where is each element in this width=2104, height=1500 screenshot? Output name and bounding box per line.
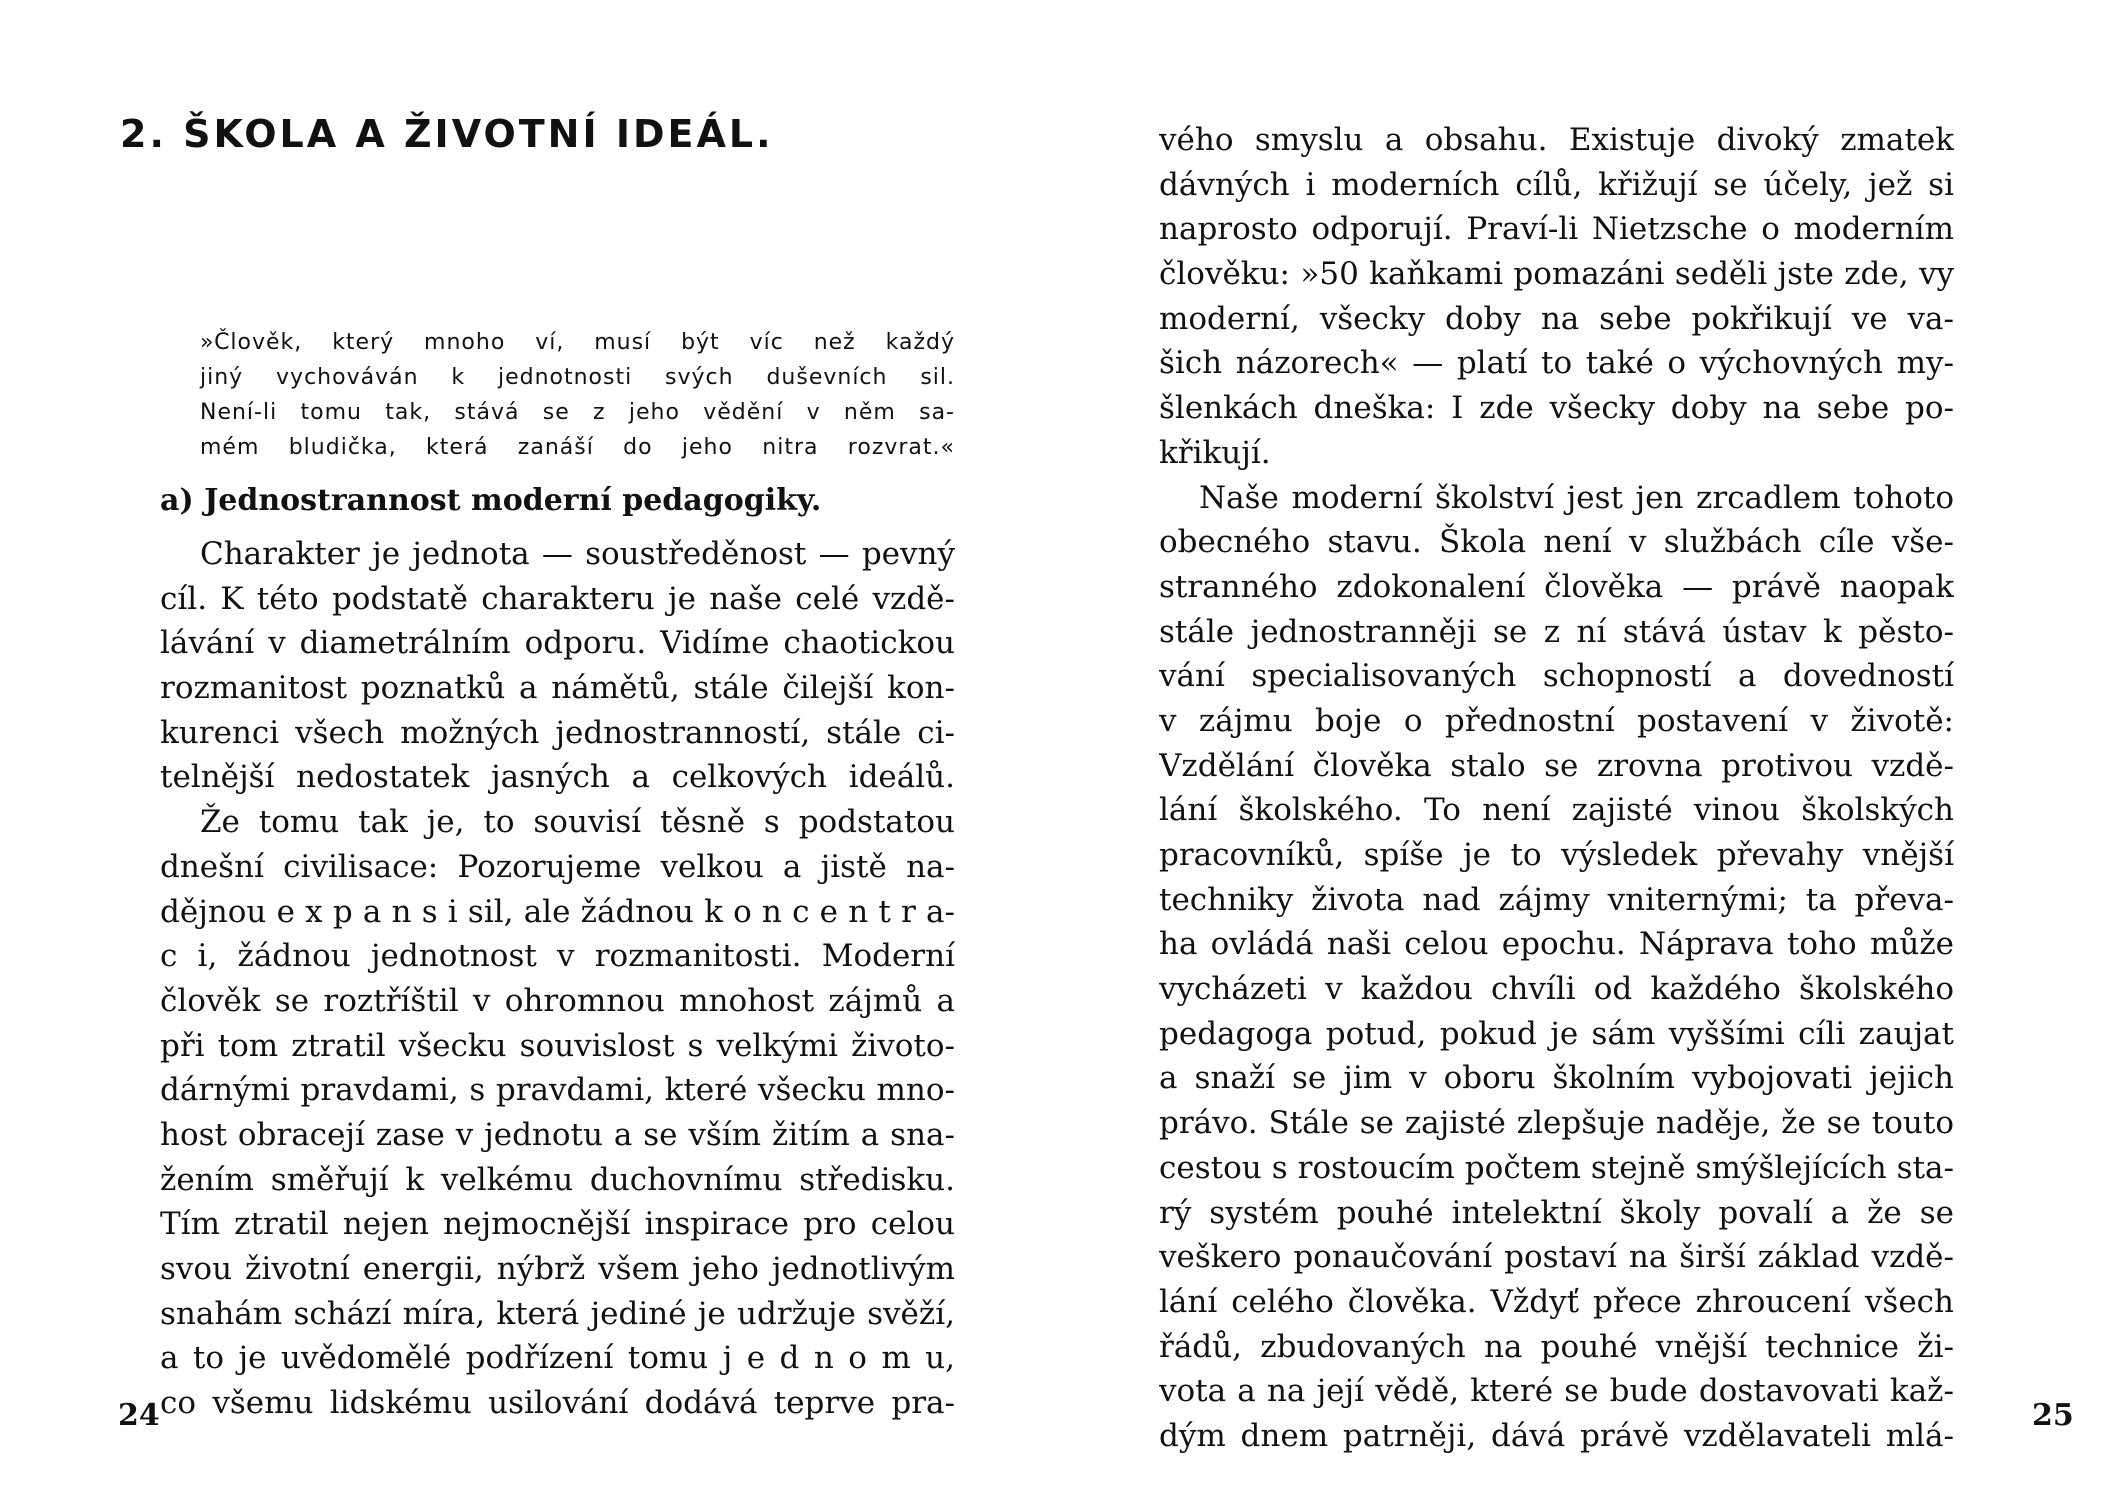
text-line: člověku: »50 kaňkami pomazáni seděli jste zde, vy <box>1159 256 1954 293</box>
epigraph-line: jiný vychováván k jednotnosti svých duševních sil. <box>200 365 955 390</box>
text-line: lání celého člověka. Vždyť přece zhroucení všech <box>1159 1283 1954 1320</box>
text-line: stranného zdokonalení člověka — právě naopak <box>1159 568 1954 605</box>
text-line: dávných i moderních cílů, křižují se účely, jež si <box>1159 166 1954 203</box>
text-line: Tím ztratil nejen nejmocnější inspirace pro celou <box>160 1206 955 1243</box>
text-line: pracovníků, spíše je to výsledek převahy vnější <box>1159 837 1954 873</box>
text-line: lání školského. To není zajisté vinou školských <box>1159 792 1954 829</box>
text-line: co všemu lidskému usilování dodává teprve pra- <box>160 1385 955 1422</box>
text-line: při tom ztratil všecku souvislost s velkými životo- <box>160 1027 955 1064</box>
text-line: host obracejí zase v jednotu a se vším žitím a sna- <box>160 1116 955 1153</box>
text-line: a to je uvědomělé podřízení tomu j e d n o m u, <box>160 1340 955 1377</box>
text-line: Charakter je jednota — soustředěnost — pevný <box>200 536 955 572</box>
text-line: a snaží se jim v oboru školním vybojovati jejich <box>1159 1060 1954 1097</box>
chapter-title: 2. ŠKOLA A ŽIVOTNÍ IDEÁL. <box>120 112 774 156</box>
text-line: Že tomu tak je, to souvisí těsně s podstatou <box>200 804 955 841</box>
epigraph-line: mém bludička, která zanáší do jeho nitra rozvrat.« <box>200 435 955 460</box>
text-line: vého smyslu a obsahu. Existuje divoký zmatek <box>1159 122 1954 158</box>
text-line: cíl. K této podstatě charakteru je naše celé vzdě- <box>160 580 955 617</box>
text-line: veškero ponaučování postaví na širší základ vzdě- <box>1159 1239 1954 1276</box>
text-line: žením směřují k velkému duchovnímu středisku. <box>160 1161 955 1198</box>
text-line: stále jednostranněji se z ní stává ústav k pěsto- <box>1159 613 1954 650</box>
page-number: 24 <box>118 1398 160 1433</box>
text-line: naprosto odporují. Praví-li Nietzsche o moderním <box>1159 211 1954 248</box>
text-line: dým dnem patrněji, dává právě vzdělavateli mlá- <box>1159 1417 1954 1454</box>
text-line: dnešní civilisace: Pozorujeme velkou a jistě na- <box>160 848 955 885</box>
text-line: techniky života nad zájmy vniternými; ta převa- <box>1159 881 1954 918</box>
left-body-text <box>160 532 955 1426</box>
text-line: Vzdělání člověka stalo se zrovna protivou vzdě- <box>1159 747 1954 784</box>
text-line: dárnými pravdami, s pravdami, které všecku mno- <box>160 1072 955 1109</box>
text-line: křikují. <box>1159 434 1271 471</box>
text-line: cestou s rostoucím počtem stejně smýšlejících sta- <box>1159 1149 1954 1186</box>
text-line: snahám schází míra, která jediné je udržuje svěží, <box>160 1295 955 1332</box>
text-line: rý systém pouhé intelektní školy povalí a že se <box>1159 1194 1954 1231</box>
right-page <box>1052 0 2104 1500</box>
text-line: šlenkách dneška: I zde všecky doby na sebe po- <box>1159 390 1954 427</box>
text-line: řádů, zbudovaných na pouhé vnější technice ži- <box>1159 1328 1954 1365</box>
text-line: obecného stavu. Škola není v službách cíle vše- <box>1159 524 1954 561</box>
section-heading: a) Jednostrannost moderní pedagogiky. <box>160 483 822 518</box>
page-number: 25 <box>2032 1398 2074 1433</box>
text-line: vání specialisovaných schopností a dovedností <box>1159 658 1954 695</box>
text-line: lávání v diametrálním odporu. Vidíme chaotickou <box>160 625 955 662</box>
text-line: právo. Stále se zajisté zlepšuje naděje, že se touto <box>1159 1105 1954 1142</box>
right-body-text <box>1159 118 1954 1459</box>
text-line: kurenci všech možných jednostranností, stále ci- <box>160 714 955 751</box>
text-line: člověk se roztříštil v ohromnou mnohost zájmů a <box>160 982 955 1019</box>
text-line: vycházeti v každou chvíli od každého školského <box>1159 971 1954 1008</box>
text-line: ha ovládá naši celou epochu. Náprava toho může <box>1159 926 1954 963</box>
text-line: moderní, všecky doby na sebe pokřikují ve va- <box>1159 300 1954 337</box>
text-line: telnější nedostatek jasných a celkových ideálů. <box>160 759 955 796</box>
text-line: svou životní energii, nýbrž všem jeho jednotlivým <box>160 1251 955 1287</box>
text-line: v zájmu boje o přednostní postavení v životě: <box>1159 702 1954 739</box>
text-line: vota a na její vědě, které se bude dostavovati kaž- <box>1159 1373 1954 1410</box>
text-line: šich názorech« — platí to také o výchovných my- <box>1159 345 1954 382</box>
text-line: pedagoga potud, pokud je sám vyššími cíli zaujat <box>1159 1015 1954 1052</box>
epigraph-quote <box>200 325 955 465</box>
text-line: dějnou e x p a n s i sil, ale žádnou k o n c e n t r a- <box>160 893 955 930</box>
epigraph-line: »Člověk, který mnoho ví, musí být víc než každý <box>200 330 955 355</box>
text-line: rozmanitost poznatků a námětů, stále čilejší kon- <box>160 670 955 707</box>
epigraph-line: Není-li tomu tak, stává se z jeho vědění v něm sa- <box>200 400 955 425</box>
text-line: c i, žádnou jednotnost v rozmanitosti. Moderní <box>160 938 955 975</box>
text-line: Naše moderní školství jest jen zrcadlem tohoto <box>1199 479 1954 516</box>
